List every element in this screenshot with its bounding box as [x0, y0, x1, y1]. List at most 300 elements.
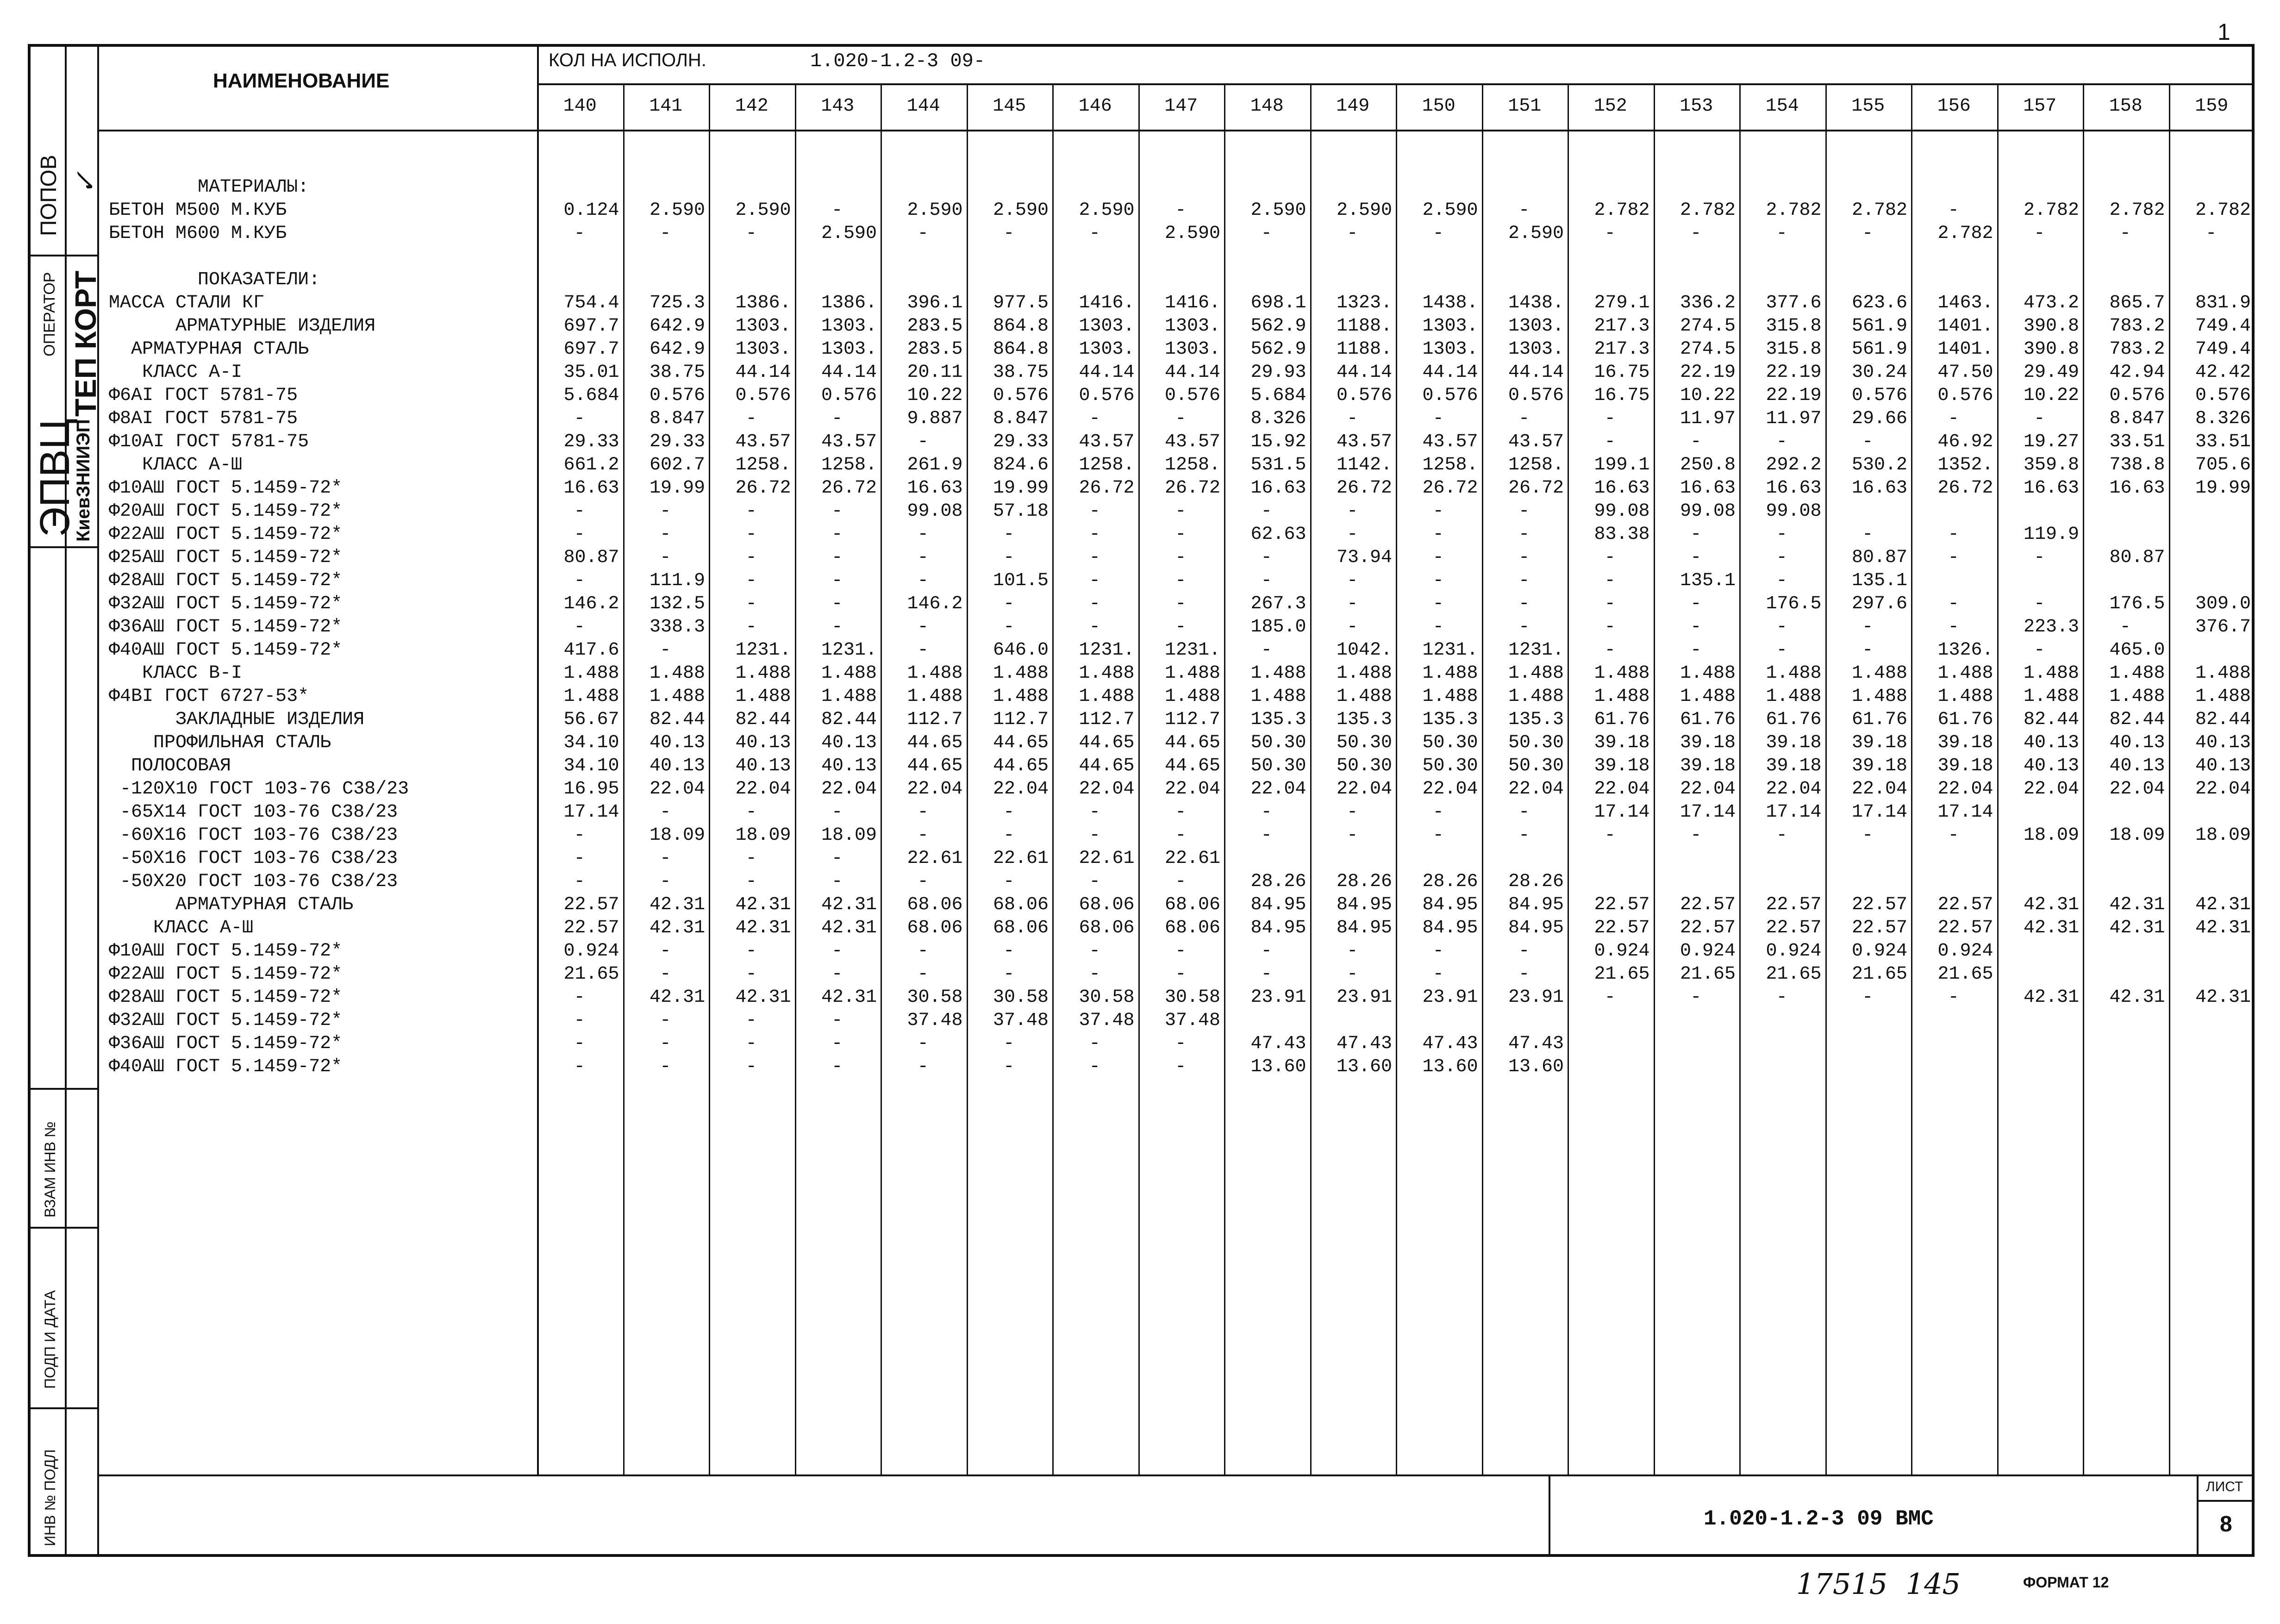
table-cell: 42.31: [649, 918, 705, 938]
table-cell: -: [1347, 408, 1358, 429]
signature-mark: ✓: [69, 171, 102, 194]
column-divider: [2083, 83, 2084, 1474]
table-cell: -: [574, 617, 585, 637]
table-cell: 28.26: [1422, 871, 1478, 892]
table-cell: 21.65: [1594, 964, 1650, 985]
table-cell: 602.7: [649, 455, 705, 475]
table-cell: 1386.: [735, 293, 791, 313]
table-cell: 705.6: [2195, 455, 2251, 475]
table-cell: 112.7: [1079, 709, 1135, 730]
column-divider: [881, 83, 882, 1474]
table-cell: 68.06: [1164, 894, 1220, 915]
table-cell: 1231.: [1508, 640, 1564, 661]
table-cell: 44.14: [735, 362, 791, 383]
table-cell: 47.43: [1508, 1033, 1564, 1054]
sheet-label-divider: [2197, 1500, 2255, 1502]
table-cell: -: [1690, 547, 1702, 568]
table-cell: -: [1261, 825, 1272, 846]
table-cell: -: [1604, 223, 1616, 244]
table-cell: 1.488: [1422, 686, 1478, 707]
corner-mark: 1: [2218, 19, 2230, 45]
table-cell: 18.09: [821, 825, 877, 846]
table-cell: 2.590: [649, 200, 705, 221]
table-cell: -: [831, 617, 843, 637]
table-cell: -: [1690, 431, 1702, 452]
table-cell: 1303.: [1079, 316, 1135, 337]
table-cell: 0.924: [1851, 941, 1907, 962]
table-cell: 642.9: [649, 316, 705, 337]
table-cell: -: [2034, 547, 2045, 568]
name-column-divider: [537, 44, 539, 1474]
table-cell: 10.22: [2023, 385, 2079, 406]
table-cell: 1.488: [649, 686, 705, 707]
row-label: КЛАСС А-Ш: [109, 455, 243, 475]
table-cell: 864.8: [993, 339, 1049, 360]
table-cell: 199.1: [1594, 455, 1650, 475]
table-cell: -: [1432, 617, 1444, 637]
table-cell: 1.488: [1680, 663, 1736, 684]
table-cell: 1.488: [1336, 686, 1392, 707]
table-cell: -: [1432, 825, 1444, 846]
table-cell: 39.18: [1937, 756, 1993, 776]
table-cell: -: [917, 640, 929, 661]
table-cell: 11.97: [1680, 408, 1736, 429]
table-cell: 135.3: [1422, 709, 1478, 730]
table-cell: 82.44: [2109, 709, 2165, 730]
table-cell: 61.76: [1851, 709, 1907, 730]
table-cell: 292.2: [1766, 455, 1822, 475]
table-cell: 1303.: [1164, 339, 1220, 360]
table-cell: -: [660, 848, 671, 869]
table-cell: -: [1432, 570, 1444, 591]
table-cell: 1.488: [907, 663, 963, 684]
row-label: Ф22АШ ГОСТ 5.1459-72*: [109, 524, 343, 545]
table-cell: 16.75: [1594, 385, 1650, 406]
table-cell: 1.488: [2109, 686, 2165, 707]
table-cell: 39.18: [1766, 732, 1822, 753]
table-cell: 1.488: [1937, 686, 1993, 707]
table-cell: 22.57: [563, 894, 619, 915]
table-cell: 19.99: [993, 478, 1049, 499]
table-cell: 1303.: [1079, 339, 1135, 360]
table-cell: 22.19: [1766, 385, 1822, 406]
row-label: ЗАКЛАДНЫЕ ИЗДЕЛИЯ: [109, 709, 365, 730]
table-cell: 84.95: [1422, 918, 1478, 938]
table-cell: 50.30: [1336, 756, 1392, 776]
column-divider: [1138, 83, 1140, 1474]
table-cell: 1231.: [1164, 640, 1220, 661]
table-cell: 22.04: [1680, 779, 1736, 800]
table-cell: 30.58: [993, 987, 1049, 1008]
table-cell: 1258.: [1164, 455, 1220, 475]
table-cell: 40.13: [735, 732, 791, 753]
table-cell: -: [2034, 408, 2045, 429]
table-cell: -: [1347, 964, 1358, 985]
table-cell: -: [2034, 593, 2045, 614]
table-cell: -: [1518, 501, 1530, 522]
table-cell: 39.18: [1594, 732, 1650, 753]
table-cell: 42.31: [821, 894, 877, 915]
column-header: 158: [2109, 96, 2143, 117]
row-label: Ф36АШ ГОСТ 5.1459-72*: [109, 617, 343, 637]
table-cell: -: [574, 570, 585, 591]
stamp-field-1: ВЗАМ ИНВ №: [42, 1121, 58, 1218]
table-cell: -: [574, 1010, 585, 1031]
table-cell: -: [574, 987, 585, 1008]
table-cell: -: [831, 848, 843, 869]
table-cell: 132.5: [649, 593, 705, 614]
table-cell: -: [1776, 431, 1787, 452]
table-cell: -: [831, 593, 843, 614]
table-cell: 13.60: [1336, 1056, 1392, 1077]
table-cell: 42.31: [2023, 918, 2079, 938]
stamp-divider: [28, 1088, 97, 1090]
table-cell: 1188.: [1336, 339, 1392, 360]
table-cell: 84.95: [1422, 894, 1478, 915]
table-cell: 16.95: [563, 779, 619, 800]
table-cell: 99.08: [1766, 501, 1822, 522]
table-cell: 44.65: [1079, 732, 1135, 753]
table-cell: 1.488: [649, 663, 705, 684]
table-cell: -: [745, 408, 757, 429]
operator-label: ОПЕРАТОР: [41, 272, 58, 356]
table-cell: 22.19: [1766, 362, 1822, 383]
table-cell: 50.30: [1508, 756, 1564, 776]
table-cell: 26.72: [1422, 478, 1478, 499]
table-cell: 50.30: [1250, 732, 1306, 753]
table-cell: 42.31: [2109, 918, 2165, 938]
table-cell: -: [1432, 501, 1444, 522]
table-cell: 473.2: [2023, 293, 2079, 313]
table-cell: 1.488: [2195, 663, 2251, 684]
table-cell: 35.01: [563, 362, 619, 383]
table-cell: 22.04: [1851, 779, 1907, 800]
table-cell: 0.924: [1937, 941, 1993, 962]
table-cell: -: [1175, 802, 1187, 823]
table-cell: -: [1518, 964, 1530, 985]
table-cell: 22.04: [1594, 779, 1650, 800]
table-cell: 2.590: [1250, 200, 1306, 221]
table-cell: -: [745, 871, 757, 892]
table-cell: 977.5: [993, 293, 1049, 313]
table-cell: 22.61: [1164, 848, 1220, 869]
column-header: 143: [821, 96, 855, 117]
table-cell: 274.5: [1680, 339, 1736, 360]
table-cell: -: [1518, 570, 1530, 591]
table-cell: 68.06: [993, 918, 1049, 938]
table-cell: -: [917, 941, 929, 962]
table-cell: 57.18: [993, 501, 1049, 522]
table-cell: 82.44: [649, 709, 705, 730]
table-cell: -: [1261, 223, 1272, 244]
table-cell: 1258.: [1079, 455, 1135, 475]
table-cell: 2.590: [735, 200, 791, 221]
table-cell: 1303.: [735, 316, 791, 337]
table-cell: -: [1604, 825, 1616, 846]
table-cell: -: [1175, 547, 1187, 568]
table-cell: -: [1604, 547, 1616, 568]
table-cell: 1.488: [563, 686, 619, 707]
row-label: МАССА СТАЛИ КГ: [109, 293, 265, 313]
table-cell: 16.63: [1250, 478, 1306, 499]
row-label: АРМАТУРНАЯ СТАЛЬ: [109, 894, 354, 915]
column-header: 150: [1422, 96, 1455, 117]
table-cell: 2.590: [1164, 223, 1220, 244]
table-cell: -: [1432, 524, 1444, 545]
table-cell: -: [745, 848, 757, 869]
row-label: Ф36АШ ГОСТ 5.1459-72*: [109, 1033, 343, 1054]
table-cell: 1303.: [821, 316, 877, 337]
table-cell: 16.75: [1594, 362, 1650, 383]
table-cell: 16.63: [2023, 478, 2079, 499]
table-cell: -: [574, 848, 585, 869]
table-cell: 16.63: [1766, 478, 1822, 499]
table-cell: 50.30: [1336, 732, 1392, 753]
table-cell: -: [1261, 640, 1272, 661]
table-cell: 1.488: [1851, 686, 1907, 707]
row-label: -50Х20 ГОСТ 103-76 С38/23: [109, 871, 398, 892]
table-cell: 267.3: [1250, 593, 1306, 614]
table-cell: 1.488: [1851, 663, 1907, 684]
table-cell: 1.488: [1594, 686, 1650, 707]
table-cell: 738.8: [2109, 455, 2165, 475]
table-cell: 16.63: [1851, 478, 1907, 499]
table-cell: 22.19: [1680, 362, 1736, 383]
row-label: КЛАСС А-Ш: [109, 918, 254, 938]
table-cell: 1231.: [735, 640, 791, 661]
table-cell: 29.33: [993, 431, 1049, 452]
table-cell: 84.95: [1508, 918, 1564, 938]
table-cell: -: [917, 547, 929, 568]
table-cell: -: [917, 871, 929, 892]
table-cell: 562.9: [1250, 339, 1306, 360]
table-cell: -: [1003, 593, 1015, 614]
table-cell: 21.65: [1937, 964, 1993, 985]
table-cell: 561.9: [1851, 316, 1907, 337]
column-divider: [1911, 83, 1912, 1474]
table-cell: -: [1347, 802, 1358, 823]
table-cell: 22.04: [907, 779, 963, 800]
table-cell: -: [917, 802, 929, 823]
table-cell: 135.3: [1508, 709, 1564, 730]
table-cell: 1188.: [1336, 316, 1392, 337]
table-cell: -: [660, 223, 671, 244]
table-cell: 21.65: [1851, 964, 1907, 985]
table-cell: 38.75: [649, 362, 705, 383]
row-label: ПОКАЗАТЕЛИ:: [109, 269, 320, 290]
table-cell: 80.87: [1851, 547, 1907, 568]
table-cell: 2.590: [1336, 200, 1392, 221]
table-cell: 29.33: [649, 431, 705, 452]
table-cell: -: [1003, 223, 1015, 244]
table-cell: -: [745, 524, 757, 545]
table-cell: 22.04: [1079, 779, 1135, 800]
table-cell: 44.14: [1164, 362, 1220, 383]
row-label: МАТЕРИАЛЫ:: [109, 177, 309, 198]
row-label: -120Х10 ГОСТ 103-76 С38/23: [109, 779, 409, 800]
table-cell: -: [1347, 524, 1358, 545]
table-cell: 26.72: [1336, 478, 1392, 499]
table-cell: 26.72: [735, 478, 791, 499]
table-cell: 531.5: [1250, 455, 1306, 475]
table-cell: 0.924: [1766, 941, 1822, 962]
table-cell: 44.65: [1164, 756, 1220, 776]
table-cell: -: [745, 223, 757, 244]
row-label: -60Х16 ГОСТ 103-76 С38/23: [109, 825, 398, 846]
table-cell: 0.124: [563, 200, 619, 221]
table-cell: 26.72: [1164, 478, 1220, 499]
table-cell: 297.6: [1851, 593, 1907, 614]
column-header: 140: [563, 96, 597, 117]
table-cell: 43.57: [735, 431, 791, 452]
table-cell: 82.44: [821, 709, 877, 730]
table-cell: 84.95: [1508, 894, 1564, 915]
table-cell: 40.13: [821, 756, 877, 776]
table-cell: 29.93: [1250, 362, 1306, 383]
table-cell: 0.576: [1422, 385, 1478, 406]
table-cell: 315.8: [1766, 316, 1822, 337]
row-label: ПОЛОСОВАЯ: [109, 756, 231, 776]
table-cell: 40.13: [2109, 756, 2165, 776]
table-cell: 754.4: [563, 293, 619, 313]
row-label: АРМАТУРНАЯ СТАЛЬ: [109, 339, 309, 360]
table-cell: 176.5: [1766, 593, 1822, 614]
table-cell: 18.09: [2195, 825, 2251, 846]
table-cell: 42.31: [2195, 987, 2251, 1008]
table-cell: -: [917, 431, 929, 452]
table-cell: 47.43: [1250, 1033, 1306, 1054]
table-cell: 279.1: [1594, 293, 1650, 313]
table-cell: -: [1175, 570, 1187, 591]
table-cell: 37.48: [1079, 1010, 1135, 1031]
table-cell: -: [1518, 200, 1530, 221]
table-cell: -: [831, 408, 843, 429]
table-cell: 11.97: [1766, 408, 1822, 429]
table-cell: 0.924: [563, 941, 619, 962]
column-header: 155: [1851, 96, 1885, 117]
table-cell: 725.3: [649, 293, 705, 313]
table-cell: -: [745, 547, 757, 568]
table-cell: -: [2034, 640, 2045, 661]
table-cell: -: [660, 1033, 671, 1054]
table-cell: 390.8: [2023, 316, 2079, 337]
table-cell: 1.488: [907, 686, 963, 707]
table-cell: 20.11: [907, 362, 963, 383]
table-cell: 17.14: [1766, 802, 1822, 823]
column-divider: [967, 83, 968, 1474]
table-cell: 749.4: [2195, 339, 2251, 360]
org-name: КиевЗНИИЭП: [73, 419, 94, 542]
row-label: КЛАСС А-I: [109, 362, 243, 383]
table-cell: 15.92: [1250, 431, 1306, 452]
column-divider: [1739, 83, 1741, 1474]
table-cell: -: [1862, 223, 1874, 244]
table-cell: 112.7: [993, 709, 1049, 730]
table-cell: 22.57: [1680, 918, 1736, 938]
table-cell: -: [574, 1056, 585, 1077]
table-cell: 1303.: [1422, 316, 1478, 337]
table-cell: -: [1776, 223, 1787, 244]
table-cell: -: [660, 547, 671, 568]
table-cell: 8.326: [1250, 408, 1306, 429]
table-cell: 1.488: [993, 663, 1049, 684]
table-cell: -: [1862, 825, 1874, 846]
table-cell: 26.72: [1508, 478, 1564, 499]
table-cell: -: [1175, 501, 1187, 522]
table-cell: 1303.: [1508, 339, 1564, 360]
row-label: Ф10АI ГОСТ 5781-75: [109, 431, 309, 452]
table-cell: -: [1948, 524, 1959, 545]
table-cell: 0.924: [1680, 941, 1736, 962]
table-cell: -: [574, 524, 585, 545]
table-cell: 309.0: [2195, 593, 2251, 614]
table-cell: 376.7: [2195, 617, 2251, 637]
table-cell: 40.13: [649, 756, 705, 776]
table-cell: 22.04: [1937, 779, 1993, 800]
column-header: 159: [2195, 96, 2229, 117]
table-cell: 1.488: [2023, 686, 2079, 707]
table-cell: -: [660, 1010, 671, 1031]
table-cell: -: [1089, 501, 1100, 522]
table-cell: 359.8: [2023, 455, 2079, 475]
table-cell: 336.2: [1680, 293, 1736, 313]
table-cell: -: [574, 1033, 585, 1054]
table-cell: -: [1862, 431, 1874, 452]
table-cell: 33.51: [2109, 431, 2165, 452]
table-cell: -: [1948, 825, 1959, 846]
table-cell: -: [1089, 617, 1100, 637]
table-cell: 2.590: [1079, 200, 1135, 221]
table-cell: -: [1261, 547, 1272, 568]
table-cell: 338.3: [649, 617, 705, 637]
table-cell: -: [1089, 941, 1100, 962]
table-cell: 82.44: [2023, 709, 2079, 730]
table-cell: -: [1604, 640, 1616, 661]
table-cell: 39.18: [1937, 732, 1993, 753]
table-cell: 22.04: [2195, 779, 2251, 800]
table-cell: 315.8: [1766, 339, 1822, 360]
table-cell: 119.9: [2023, 524, 2079, 545]
table-cell: 61.76: [1766, 709, 1822, 730]
table-cell: 135.3: [1336, 709, 1392, 730]
table-bottom: [97, 1474, 2255, 1476]
table-cell: -: [1089, 1033, 1100, 1054]
table-cell: -: [831, 200, 843, 221]
table-cell: -: [1690, 593, 1702, 614]
table-cell: -: [917, 1033, 929, 1054]
table-cell: 1.488: [2109, 663, 2165, 684]
table-cell: 274.5: [1680, 316, 1736, 337]
table-cell: 1.488: [1594, 663, 1650, 684]
table-cell: 2.782: [2109, 200, 2165, 221]
table-cell: 68.06: [1079, 918, 1135, 938]
table-cell: 1.488: [2023, 663, 2079, 684]
table-cell: 749.4: [2195, 316, 2251, 337]
table-cell: 62.63: [1250, 524, 1306, 545]
table-cell: 73.94: [1336, 547, 1392, 568]
table-cell: 23.91: [1250, 987, 1306, 1008]
table-cell: 22.04: [649, 779, 705, 800]
table-cell: 1401.: [1937, 316, 1993, 337]
table-cell: -: [1518, 524, 1530, 545]
table-cell: -: [1347, 941, 1358, 962]
table-cell: 1258.: [735, 455, 791, 475]
table-cell: 40.13: [2195, 732, 2251, 753]
table-cell: 42.42: [2195, 362, 2251, 383]
table-cell: 84.95: [1250, 894, 1306, 915]
table-cell: 42.31: [649, 987, 705, 1008]
table-cell: -: [1518, 617, 1530, 637]
